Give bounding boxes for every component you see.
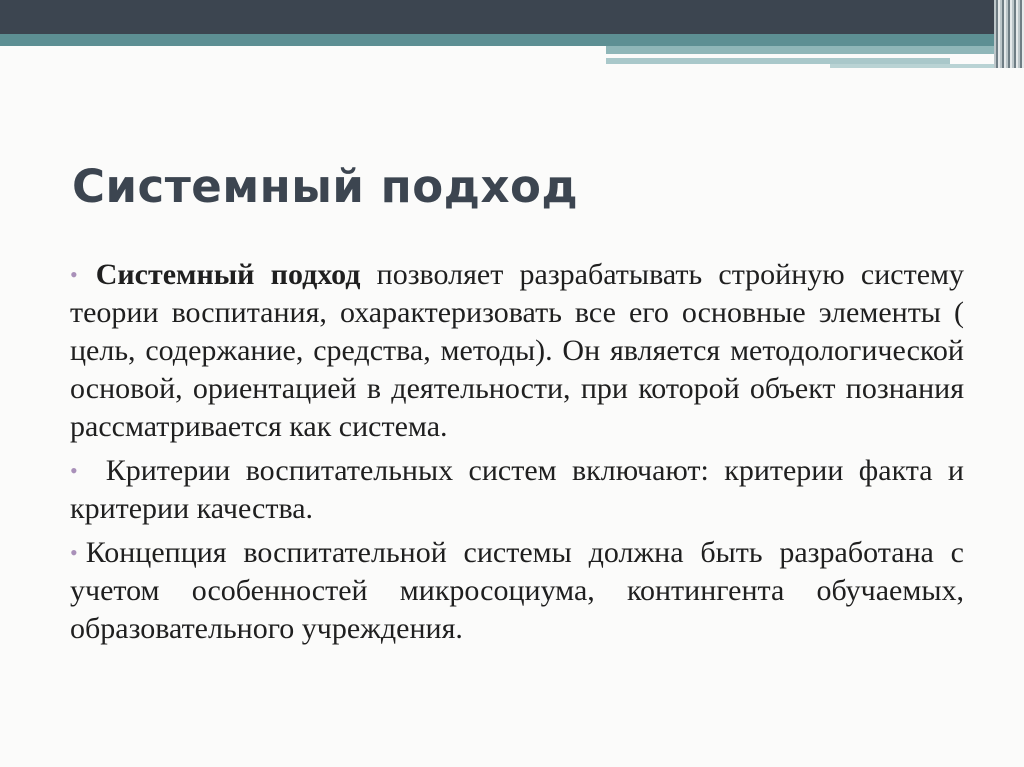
slide-title: Системный подход: [72, 160, 579, 213]
header-teal-band: [0, 34, 1024, 46]
bullet-item: [70, 452, 964, 528]
bullet-text: Критерии воспитательных систем включают: критерии факта и критерии качества.: [70, 454, 964, 525]
bullet-dot-icon: •: [70, 458, 78, 483]
header-dark-band: [0, 0, 1024, 34]
header-edge-lines: [994, 0, 1024, 68]
bullet-dot-icon: •: [70, 540, 78, 565]
header-accent-stripe: [606, 46, 1024, 54]
bullet-dot-icon: •: [70, 262, 78, 287]
bullet-item: [70, 534, 964, 648]
bullet-term: Системный подход: [95, 258, 361, 291]
bullet-list: [70, 256, 964, 654]
bullet-text: позволяет разрабатывать стройную систему теории воспитания, охарактеризовать все его основные элементы ( цель, содержание, средства, методы). Он является методологической основой, ориентацией в деятельности, при которой объект познания рассматривается как система.: [70, 258, 965, 443]
bullet-text: Концепция воспитательной системы должна быть разработана с учетом особенностей микросоциума, контингента обучаемых, образовательного учреждения.: [70, 536, 964, 645]
bullet-item: [70, 256, 964, 446]
header-accent-stripe: [830, 64, 1000, 68]
